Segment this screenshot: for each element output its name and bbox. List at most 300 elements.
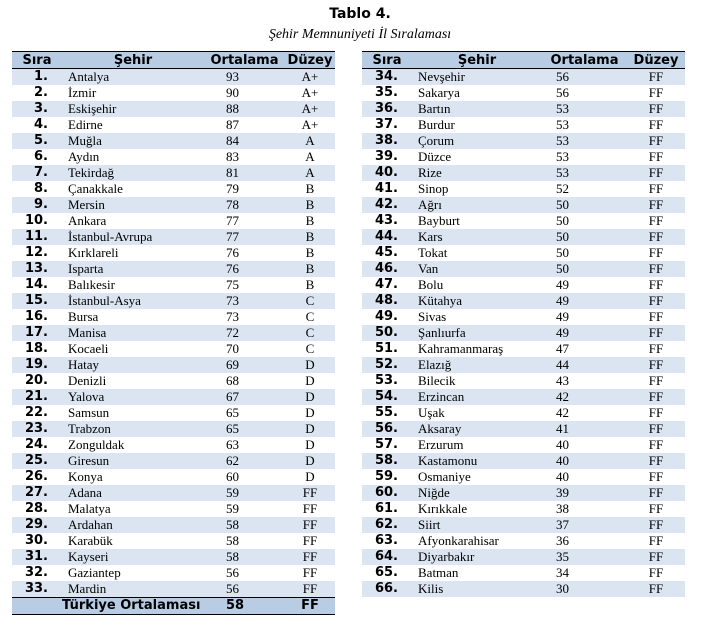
- level-cell: FF: [627, 309, 685, 325]
- rank-cell: 11.: [12, 229, 62, 245]
- city-cell: Bolu: [412, 277, 542, 293]
- city-cell: Aksaray: [412, 421, 542, 437]
- average-cell: 79: [204, 181, 285, 197]
- average-cell: 53: [542, 165, 627, 181]
- table-row: [362, 565, 685, 581]
- rank-cell: 51.: [362, 341, 412, 357]
- average-cell: 40: [542, 437, 627, 453]
- level-cell: B: [285, 277, 335, 293]
- city-cell: Bursa: [62, 309, 204, 325]
- table-row: [12, 213, 335, 229]
- table-row: [12, 405, 335, 421]
- rank-cell: 41.: [362, 181, 412, 197]
- header-average: Ortalama: [204, 52, 285, 69]
- table-row: [362, 501, 685, 517]
- city-cell: Isparta: [62, 261, 204, 277]
- header-rank: Sıra: [362, 52, 412, 69]
- level-cell: FF: [627, 133, 685, 149]
- header-row: [362, 52, 685, 69]
- average-cell: 38: [542, 501, 627, 517]
- rank-cell: 24.: [12, 437, 62, 453]
- city-cell: Bilecik: [412, 373, 542, 389]
- rank-cell: 6.: [12, 149, 62, 165]
- table-row: [362, 197, 685, 213]
- table-row: [362, 437, 685, 453]
- level-cell: FF: [627, 149, 685, 165]
- average-cell: 56: [204, 581, 285, 598]
- table-row: [362, 325, 685, 341]
- rank-cell: 3.: [12, 101, 62, 117]
- table-title: Tablo 4.: [329, 6, 391, 22]
- average-cell: 50: [542, 261, 627, 277]
- turkey-average-label: Türkiye Ortalaması: [12, 598, 204, 615]
- level-cell: D: [285, 373, 335, 389]
- rank-cell: 47.: [362, 277, 412, 293]
- average-cell: 59: [204, 501, 285, 517]
- average-cell: 70: [204, 341, 285, 357]
- rank-cell: 12.: [12, 245, 62, 261]
- average-cell: 75: [204, 277, 285, 293]
- average-cell: 72: [204, 325, 285, 341]
- rank-cell: 63.: [362, 533, 412, 549]
- rank-cell: 13.: [12, 261, 62, 277]
- city-cell: Bayburt: [412, 213, 542, 229]
- level-cell: FF: [627, 517, 685, 533]
- level-cell: FF: [285, 501, 335, 517]
- level-cell: D: [285, 421, 335, 437]
- average-cell: 53: [542, 101, 627, 117]
- city-cell: Malatya: [62, 501, 204, 517]
- average-cell: 93: [204, 69, 285, 86]
- average-cell: 50: [542, 197, 627, 213]
- level-cell: FF: [285, 549, 335, 565]
- city-cell: Yalova: [62, 389, 204, 405]
- average-cell: 62: [204, 453, 285, 469]
- rank-cell: 20.: [12, 373, 62, 389]
- level-cell: FF: [285, 533, 335, 549]
- rank-cell: 62.: [362, 517, 412, 533]
- rank-cell: 66.: [362, 581, 412, 597]
- city-cell: Kahramanmaraş: [412, 341, 542, 357]
- city-cell: Gaziantep: [62, 565, 204, 581]
- city-cell: Rize: [412, 165, 542, 181]
- level-cell: C: [285, 341, 335, 357]
- table-row: [12, 533, 335, 549]
- city-cell: Aydın: [62, 149, 204, 165]
- turkey-average-level: FF: [285, 598, 335, 615]
- level-cell: FF: [627, 389, 685, 405]
- table-row: [362, 69, 685, 86]
- rank-cell: 39.: [362, 149, 412, 165]
- city-cell: Konya: [62, 469, 204, 485]
- city-cell: Erzurum: [412, 437, 542, 453]
- city-cell: Eskişehir: [62, 101, 204, 117]
- header-city: Şehir: [62, 52, 204, 69]
- level-cell: FF: [627, 261, 685, 277]
- average-cell: 42: [542, 389, 627, 405]
- level-cell: FF: [627, 405, 685, 421]
- city-cell: Erzincan: [412, 389, 542, 405]
- level-cell: FF: [627, 117, 685, 133]
- level-cell: C: [285, 309, 335, 325]
- table-row: [12, 453, 335, 469]
- level-cell: B: [285, 245, 335, 261]
- city-cell: Mersin: [62, 197, 204, 213]
- level-cell: D: [285, 357, 335, 373]
- rank-cell: 1.: [12, 69, 62, 86]
- rank-cell: 33.: [12, 581, 62, 598]
- rank-cell: 46.: [362, 261, 412, 277]
- table-row: [12, 469, 335, 485]
- rank-cell: 26.: [12, 469, 62, 485]
- average-cell: 58: [204, 533, 285, 549]
- table-row: [12, 101, 335, 117]
- city-cell: Şanlıurfa: [412, 325, 542, 341]
- table-row: [362, 213, 685, 229]
- rank-cell: 52.: [362, 357, 412, 373]
- table-row: [362, 309, 685, 325]
- average-cell: 50: [542, 229, 627, 245]
- table-row: [12, 117, 335, 133]
- average-cell: 49: [542, 277, 627, 293]
- table-row: [362, 101, 685, 117]
- city-cell: Karabük: [62, 533, 204, 549]
- rank-cell: 27.: [12, 485, 62, 501]
- average-cell: 58: [204, 549, 285, 565]
- level-cell: C: [285, 293, 335, 309]
- average-cell: 47: [542, 341, 627, 357]
- city-cell: Tokat: [412, 245, 542, 261]
- table-row: [362, 581, 685, 597]
- city-cell: Muğla: [62, 133, 204, 149]
- city-cell: Samsun: [62, 405, 204, 421]
- average-cell: 40: [542, 469, 627, 485]
- rank-cell: 42.: [362, 197, 412, 213]
- rank-cell: 45.: [362, 245, 412, 261]
- average-cell: 49: [542, 293, 627, 309]
- level-cell: FF: [627, 565, 685, 581]
- table-row: [362, 149, 685, 165]
- city-cell: Giresun: [62, 453, 204, 469]
- level-cell: FF: [627, 501, 685, 517]
- level-cell: A: [285, 165, 335, 181]
- level-cell: A: [285, 149, 335, 165]
- table-row: [362, 549, 685, 565]
- level-cell: FF: [627, 357, 685, 373]
- rank-cell: 50.: [362, 325, 412, 341]
- average-cell: 44: [542, 357, 627, 373]
- level-cell: C: [285, 325, 335, 341]
- rank-cell: 25.: [12, 453, 62, 469]
- average-cell: 83: [204, 149, 285, 165]
- city-cell: Sinop: [412, 181, 542, 197]
- level-cell: FF: [627, 165, 685, 181]
- level-cell: FF: [627, 485, 685, 501]
- level-cell: FF: [627, 549, 685, 565]
- city-cell: Manisa: [62, 325, 204, 341]
- table-row: [362, 261, 685, 277]
- city-cell: Elazığ: [412, 357, 542, 373]
- level-cell: FF: [627, 373, 685, 389]
- rank-cell: 16.: [12, 309, 62, 325]
- level-cell: A+: [285, 85, 335, 101]
- average-cell: 56: [542, 85, 627, 101]
- rank-cell: 64.: [362, 549, 412, 565]
- table-row: [362, 117, 685, 133]
- level-cell: FF: [285, 565, 335, 581]
- table-row: [362, 389, 685, 405]
- rank-cell: 2.: [12, 85, 62, 101]
- level-cell: FF: [627, 181, 685, 197]
- rank-cell: 15.: [12, 293, 62, 309]
- table-row: [12, 149, 335, 165]
- table-row: [12, 309, 335, 325]
- table-row: [12, 261, 335, 277]
- average-cell: 76: [204, 261, 285, 277]
- city-cell: Edirne: [62, 117, 204, 133]
- average-cell: 36: [542, 533, 627, 549]
- table-row: [362, 469, 685, 485]
- average-cell: 87: [204, 117, 285, 133]
- rank-cell: 35.: [362, 85, 412, 101]
- average-cell: 39: [542, 485, 627, 501]
- average-cell: 34: [542, 565, 627, 581]
- average-cell: 69: [204, 357, 285, 373]
- level-cell: D: [285, 437, 335, 453]
- average-cell: 49: [542, 325, 627, 341]
- rank-cell: 22.: [12, 405, 62, 421]
- rank-cell: 31.: [12, 549, 62, 565]
- city-cell: İzmir: [62, 85, 204, 101]
- table-row: [12, 341, 335, 357]
- header-average: Ortalama: [542, 52, 627, 69]
- average-cell: 30: [542, 581, 627, 597]
- table-row: [362, 517, 685, 533]
- rank-cell: 54.: [362, 389, 412, 405]
- city-cell: Sakarya: [412, 85, 542, 101]
- level-cell: FF: [627, 341, 685, 357]
- rank-cell: 36.: [362, 101, 412, 117]
- average-cell: 41: [542, 421, 627, 437]
- ranking-table-left: [12, 51, 335, 615]
- level-cell: FF: [627, 245, 685, 261]
- table-row: [362, 165, 685, 181]
- rank-cell: 28.: [12, 501, 62, 517]
- table-row: [12, 517, 335, 533]
- city-cell: Diyarbakır: [412, 549, 542, 565]
- city-cell: İstanbul-Avrupa: [62, 229, 204, 245]
- rank-cell: 5.: [12, 133, 62, 149]
- table-row: [12, 229, 335, 245]
- city-cell: İstanbul-Asya: [62, 293, 204, 309]
- level-cell: FF: [285, 581, 335, 598]
- city-cell: Kilis: [412, 581, 542, 597]
- city-cell: Zonguldak: [62, 437, 204, 453]
- table-row: [12, 165, 335, 181]
- city-cell: Adana: [62, 485, 204, 501]
- header-row: [12, 52, 335, 69]
- table-row: [362, 373, 685, 389]
- average-cell: 58: [204, 517, 285, 533]
- level-cell: D: [285, 405, 335, 421]
- average-cell: 49: [542, 309, 627, 325]
- rank-cell: 37.: [362, 117, 412, 133]
- level-cell: A+: [285, 69, 335, 86]
- table-row: [12, 549, 335, 565]
- table-row: [12, 133, 335, 149]
- level-cell: FF: [627, 277, 685, 293]
- rank-cell: 55.: [362, 405, 412, 421]
- table-row: [362, 485, 685, 501]
- level-cell: FF: [627, 229, 685, 245]
- city-cell: Kastamonu: [412, 453, 542, 469]
- rank-cell: 61.: [362, 501, 412, 517]
- level-cell: B: [285, 213, 335, 229]
- city-cell: Kırıkkale: [412, 501, 542, 517]
- table-row: [362, 341, 685, 357]
- table-row: [12, 581, 335, 598]
- level-cell: FF: [627, 85, 685, 101]
- average-cell: 63: [204, 437, 285, 453]
- rank-cell: 56.: [362, 421, 412, 437]
- average-cell: 53: [542, 133, 627, 149]
- level-cell: B: [285, 197, 335, 213]
- average-cell: 90: [204, 85, 285, 101]
- rank-cell: 60.: [362, 485, 412, 501]
- rank-cell: 4.: [12, 117, 62, 133]
- table-row: [12, 293, 335, 309]
- ranking-table-right: [362, 51, 685, 597]
- rank-cell: 48.: [362, 293, 412, 309]
- rank-cell: 10.: [12, 213, 62, 229]
- level-cell: FF: [285, 517, 335, 533]
- average-cell: 88: [204, 101, 285, 117]
- city-cell: Kütahya: [412, 293, 542, 309]
- city-cell: Nevşehir: [412, 69, 542, 86]
- average-cell: 52: [542, 181, 627, 197]
- city-cell: Çorum: [412, 133, 542, 149]
- table-row: [12, 485, 335, 501]
- rank-cell: 23.: [12, 421, 62, 437]
- table-row: [12, 501, 335, 517]
- table-row: [362, 405, 685, 421]
- rank-cell: 14.: [12, 277, 62, 293]
- average-cell: 56: [204, 565, 285, 581]
- rank-cell: 8.: [12, 181, 62, 197]
- city-cell: Niğde: [412, 485, 542, 501]
- rank-cell: 59.: [362, 469, 412, 485]
- level-cell: FF: [627, 421, 685, 437]
- city-cell: Ardahan: [62, 517, 204, 533]
- table-row: [12, 421, 335, 437]
- table-row: [362, 277, 685, 293]
- table-row: [12, 277, 335, 293]
- city-cell: Sivas: [412, 309, 542, 325]
- table-row: [362, 533, 685, 549]
- level-cell: FF: [627, 581, 685, 597]
- level-cell: D: [285, 389, 335, 405]
- rank-cell: 9.: [12, 197, 62, 213]
- table-row: [12, 85, 335, 101]
- city-cell: Kars: [412, 229, 542, 245]
- average-cell: 50: [542, 213, 627, 229]
- table-row: [362, 181, 685, 197]
- average-cell: 65: [204, 421, 285, 437]
- table-row: [12, 181, 335, 197]
- level-cell: B: [285, 229, 335, 245]
- average-cell: 56: [542, 69, 627, 86]
- rank-cell: 30.: [12, 533, 62, 549]
- level-cell: D: [285, 469, 335, 485]
- level-cell: A: [285, 133, 335, 149]
- table-row: [362, 421, 685, 437]
- rank-cell: 29.: [12, 517, 62, 533]
- city-cell: Tekirdağ: [62, 165, 204, 181]
- average-cell: 65: [204, 405, 285, 421]
- city-cell: Osmaniye: [412, 469, 542, 485]
- header-city: Şehir: [412, 52, 542, 69]
- level-cell: D: [285, 453, 335, 469]
- table-row: [12, 565, 335, 581]
- rank-cell: 49.: [362, 309, 412, 325]
- rank-cell: 53.: [362, 373, 412, 389]
- table-row: [12, 357, 335, 373]
- average-cell: 53: [542, 117, 627, 133]
- header-rank: Sıra: [12, 52, 62, 69]
- level-cell: FF: [627, 197, 685, 213]
- city-cell: Mardin: [62, 581, 204, 598]
- rank-cell: 38.: [362, 133, 412, 149]
- level-cell: B: [285, 261, 335, 277]
- turkey-average-value: 58: [204, 598, 285, 615]
- table-subtitle: Şehir Memnuniyeti İl Sıralaması: [268, 27, 452, 42]
- average-cell: 50: [542, 245, 627, 261]
- level-cell: A+: [285, 117, 335, 133]
- level-cell: FF: [627, 213, 685, 229]
- average-cell: 77: [204, 229, 285, 245]
- table-row: [362, 453, 685, 469]
- city-cell: Ankara: [62, 213, 204, 229]
- city-cell: Uşak: [412, 405, 542, 421]
- average-cell: 67: [204, 389, 285, 405]
- rank-cell: 58.: [362, 453, 412, 469]
- table-row: [362, 357, 685, 373]
- average-cell: 42: [542, 405, 627, 421]
- rank-cell: 65.: [362, 565, 412, 581]
- city-cell: Hatay: [62, 357, 204, 373]
- city-cell: Afyonkarahisar: [412, 533, 542, 549]
- table-row: [362, 85, 685, 101]
- rank-cell: 40.: [362, 165, 412, 181]
- city-cell: Antalya: [62, 69, 204, 86]
- average-cell: 77: [204, 213, 285, 229]
- city-cell: Batman: [412, 565, 542, 581]
- rank-cell: 43.: [362, 213, 412, 229]
- level-cell: B: [285, 181, 335, 197]
- table-row: [12, 373, 335, 389]
- average-cell: 78: [204, 197, 285, 213]
- header-level: Düzey: [627, 52, 685, 69]
- level-cell: FF: [627, 293, 685, 309]
- table-row: [12, 389, 335, 405]
- level-cell: FF: [627, 325, 685, 341]
- level-cell: FF: [627, 453, 685, 469]
- level-cell: FF: [627, 533, 685, 549]
- city-cell: Düzce: [412, 149, 542, 165]
- rank-cell: 32.: [12, 565, 62, 581]
- rank-cell: 18.: [12, 341, 62, 357]
- average-cell: 53: [542, 149, 627, 165]
